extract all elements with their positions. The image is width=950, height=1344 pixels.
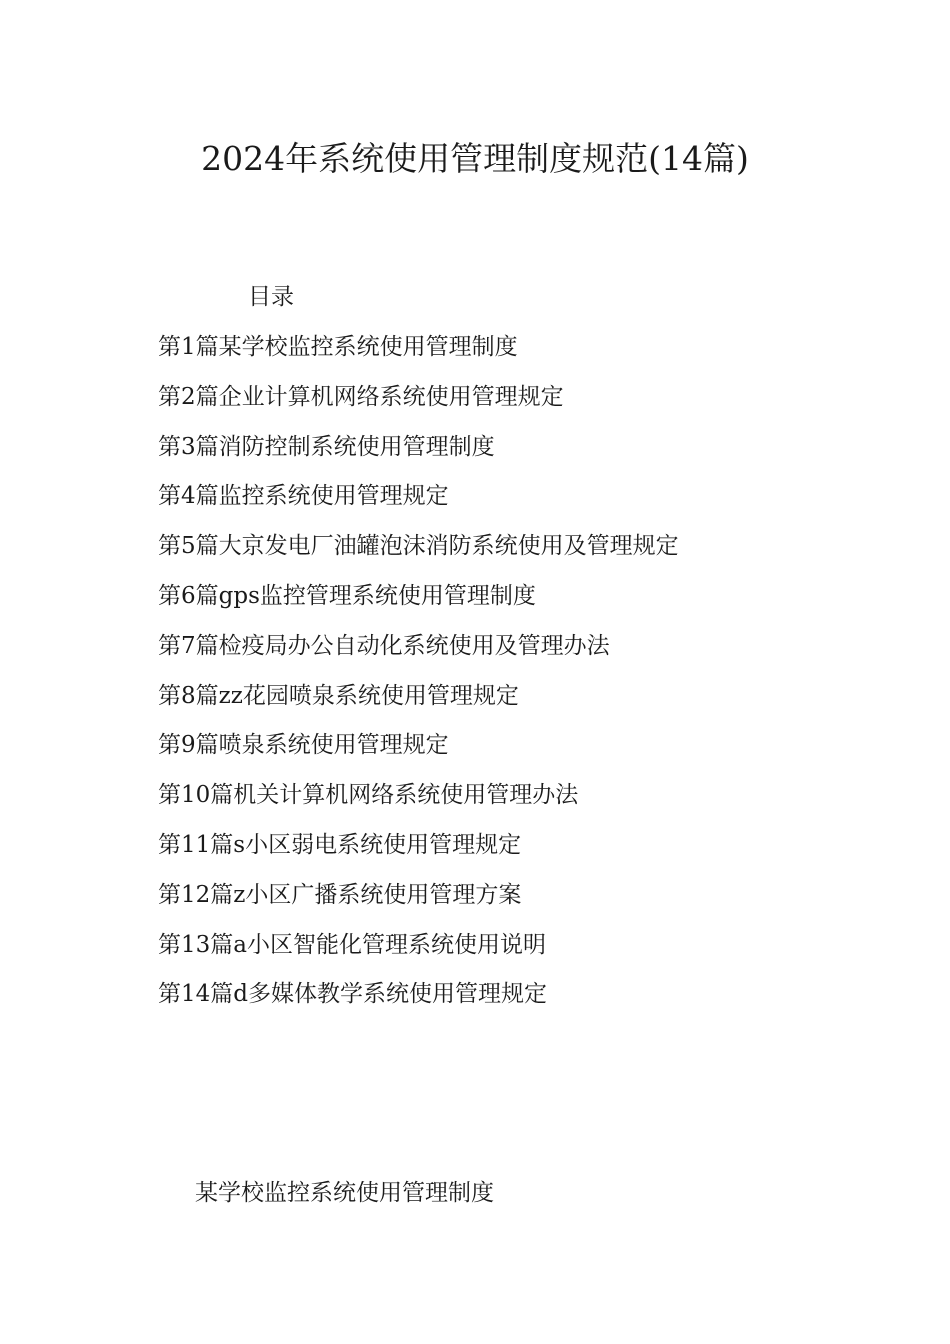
toc-item-11[interactable]: 第11篇s小区弱电系统使用管理规定 <box>158 831 522 858</box>
toc-heading: 目录 <box>248 284 294 310</box>
toc-item-12[interactable]: 第12篇z小区广播系统使用管理方案 <box>158 881 522 908</box>
toc-item-9[interactable]: 第9篇喷泉系统使用管理规定 <box>158 732 449 759</box>
toc-item-14[interactable]: 第14篇d多媒体教学系统使用管理规定 <box>158 981 547 1008</box>
toc-item-13[interactable]: 第13篇a小区智能化管理系统使用说明 <box>158 931 546 958</box>
table-of-contents <box>158 332 679 1029</box>
toc-item-2[interactable]: 第2篇企业计算机网络系统使用管理规定 <box>158 383 564 410</box>
toc-item-6[interactable]: 第6篇gps监控管理系统使用管理制度 <box>158 582 536 609</box>
toc-item-4[interactable]: 第4篇监控系统使用管理规定 <box>158 483 449 510</box>
document-title: 2024年系统使用管理制度规范(14篇) <box>201 139 749 178</box>
toc-item-5[interactable]: 第5篇大京发电厂油罐泡沫消防系统使用及管理规定 <box>158 533 679 560</box>
toc-item-7[interactable]: 第7篇检疫局办公自动化系统使用及管理办法 <box>158 632 610 659</box>
toc-item-8[interactable]: 第8篇zz花园喷泉系统使用管理规定 <box>158 682 519 709</box>
toc-item-3[interactable]: 第3篇消防控制系统使用管理制度 <box>158 433 495 460</box>
toc-item-1[interactable]: 第1篇某学校监控系统使用管理制度 <box>158 334 518 360</box>
section-title: 某学校监控系统使用管理制度 <box>195 1180 494 1206</box>
toc-item-10[interactable]: 第10篇机关计算机网络系统使用管理办法 <box>158 782 579 809</box>
